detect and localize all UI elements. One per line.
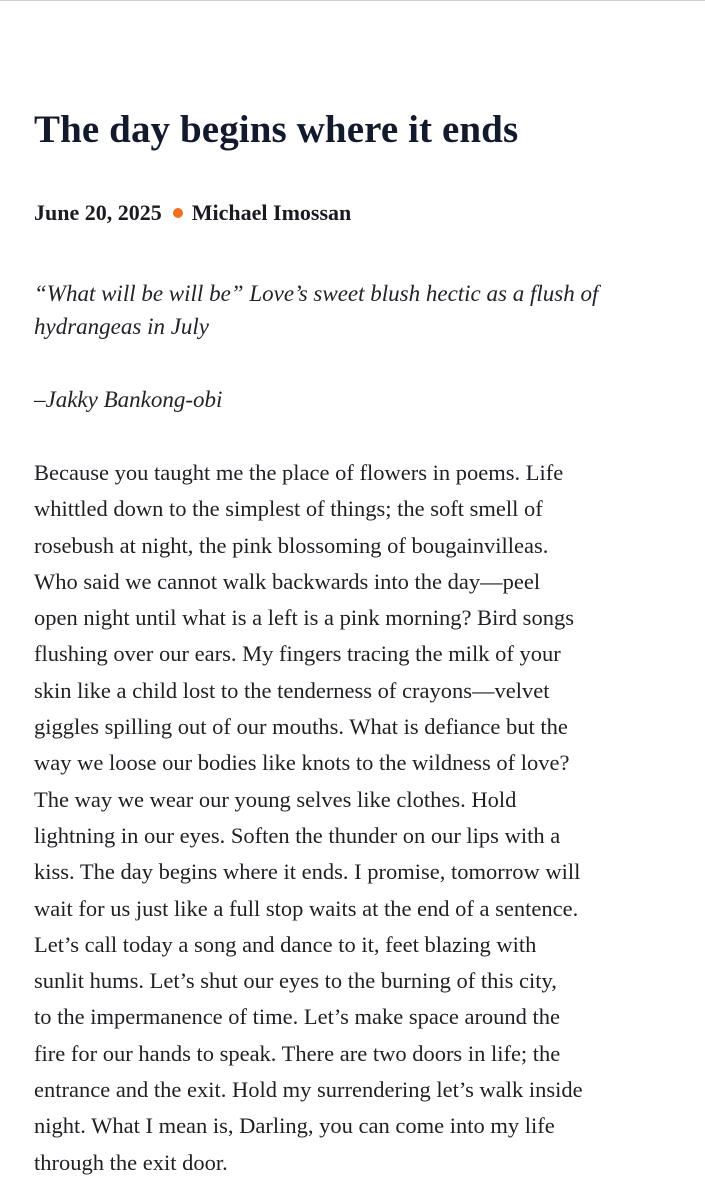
poem-line: whittled down to the simplest of things; the soft smell of xyxy=(34,496,543,522)
poem-line: kiss. The day begins where it ends. I promise, tomorrow will xyxy=(34,859,581,885)
poem-line: entrance and the exit. Hold my surrendering let’s walk inside xyxy=(34,1077,583,1103)
poem-line: open night until what is a left is a pink morning? Bird songs xyxy=(34,605,574,631)
poem-line: giggles spilling out of our mouths. What is defiance but the xyxy=(34,714,568,740)
publish-date: June 20, 2025 xyxy=(34,200,162,225)
poem-line: The way we wear our young selves like clothes. Hold xyxy=(34,786,517,812)
poem-line: skin like a child lost to the tenderness of crayons—velvet xyxy=(34,677,550,703)
epigraph-attribution: –Jakky Bankong-obi xyxy=(34,387,223,412)
poem-line: flushing over our ears. My fingers tracing the milk of your xyxy=(34,641,561,667)
poem-line: lightning in our eyes. Soften the thunder on our lips with a xyxy=(34,822,561,848)
poem-line: rosebush at night, the pink blossoming of bougainvilleas. xyxy=(34,532,549,558)
poem-line: Let’s call today a song and dance to it, feet blazing with xyxy=(34,931,537,957)
poem-line: Who said we cannot walk backwards into the day—peel xyxy=(34,568,541,594)
author-name[interactable]: Michael Imossan xyxy=(191,200,352,225)
poem-line: fire for our hands to speak. There are two doors in life; the xyxy=(34,1040,561,1066)
poem-line: night. What I mean is, Darling, you can come into my life xyxy=(34,1113,555,1139)
separator-dot-icon xyxy=(173,208,183,218)
top-divider xyxy=(0,0,705,1)
poem-line: Because you taught me the place of flowers in poems. Life xyxy=(34,460,564,485)
poem-line: to the impermanence of time. Let’s make space around the xyxy=(34,1004,561,1030)
poem-line: wait for us just like a full stop waits at the end of a sentence. xyxy=(34,895,579,921)
poem-line: sunlit hums. Let’s shut our eyes to the burning of this city, xyxy=(34,968,557,994)
article-title: The day begins where it ends xyxy=(34,108,519,151)
epigraph: “What will be will be” Love’s sweet blush hectic as a flush of hydrangeas in July xyxy=(34,281,599,339)
byline xyxy=(34,196,351,230)
poem-line: way we loose our bodies like knots to the wildness of love? xyxy=(34,750,570,776)
poem-body xyxy=(34,455,679,1181)
poem-line: through the exit door. xyxy=(34,1149,228,1175)
